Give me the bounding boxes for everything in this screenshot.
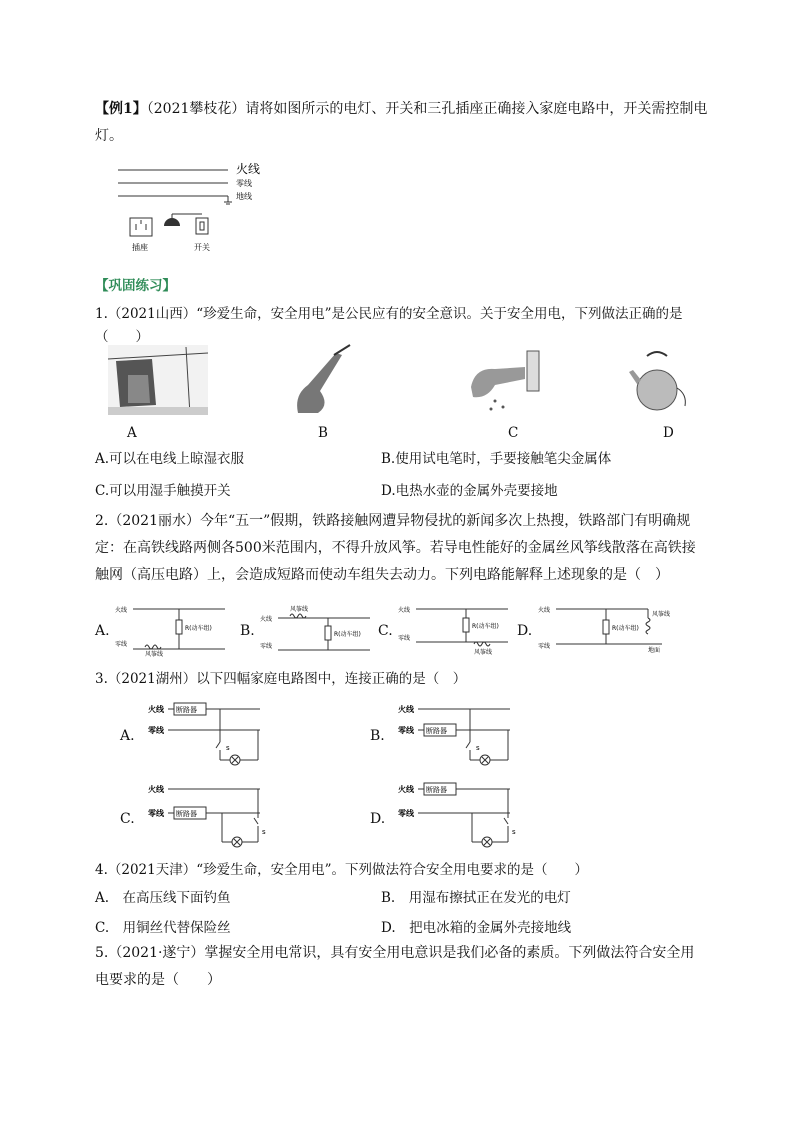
q4-option-d: D. 把电冰箱的金属外壳接地线 [381, 920, 572, 936]
q1-image-label-b: B [318, 425, 328, 441]
switch-icon [196, 218, 208, 234]
q3-circuit-c [142, 778, 272, 854]
c-kite: 风筝线 [474, 649, 493, 656]
q1-image-label-d: D [663, 425, 674, 441]
q3d-neutral: 零线 [398, 809, 414, 818]
example1-source: （2021攀枝花） [146, 101, 246, 117]
q1-image-d [625, 348, 691, 416]
q4-option-a: A. 在高压线下面钓鱼 [95, 890, 231, 906]
a-load: R(动车组) [185, 625, 212, 632]
q3a-breaker: 断路器 [176, 706, 197, 714]
ex1-socket-label: 插座 [132, 243, 148, 252]
q3c-live: 火线 [148, 785, 164, 794]
lamp-icon [164, 218, 180, 226]
b-kite: 风筝线 [290, 606, 309, 613]
q3c-breaker: 断路器 [176, 810, 197, 818]
q1-option-c: C.可以用湿手触摸开关 [95, 483, 231, 499]
q3b-neutral: 零线 [398, 726, 414, 735]
q4-option-b: B. 用湿布擦拭正在发光的电灯 [381, 890, 571, 906]
q3c-switch: s [262, 828, 266, 836]
d-kite: 风筝线 [652, 611, 671, 618]
example1-bracket: 【例1】 [95, 101, 147, 117]
a-kite: 风筝线 [145, 651, 164, 658]
q3a-switch: s [226, 744, 230, 752]
q3b-live: 火线 [398, 705, 414, 714]
q3a-live: 火线 [148, 705, 164, 714]
q3a-neutral: 零线 [148, 726, 164, 735]
d-ground: 地面 [648, 647, 661, 654]
d-neutral: 零线 [538, 643, 551, 650]
ex1-switch-label: 开关 [194, 243, 210, 252]
q3-option-d-letter: D. [370, 811, 386, 827]
d-load: R(动车组) [612, 625, 639, 632]
q2-option-a-letter: A. [95, 623, 110, 639]
ex1-neutral-label: 零线 [236, 179, 252, 188]
a-neutral: 零线 [115, 641, 128, 648]
q3-option-b-letter: B. [370, 728, 385, 744]
q1-image-label-a: A [127, 425, 137, 441]
q2-text [95, 508, 715, 589]
kettle-icon [637, 370, 677, 410]
q1-image-c [465, 345, 555, 415]
a-live: 火线 [115, 607, 128, 614]
b-neutral: 零线 [260, 643, 273, 650]
example1-line2: 灯。 [95, 128, 123, 144]
q1-option-a: A.可以在电线上晾湿衣服 [95, 451, 245, 467]
q3b-switch: s [476, 744, 480, 752]
ex1-live-label: 火线 [236, 162, 261, 176]
q2-option-c-letter: C. [378, 623, 393, 639]
q3c-neutral: 零线 [148, 809, 164, 818]
test-pen-hand-icon [297, 353, 342, 413]
c-live: 火线 [398, 607, 411, 614]
q4-option-c: C. 用铜丝代替保险丝 [95, 920, 231, 936]
d-live: 火线 [538, 607, 551, 614]
c-load: R(动车组) [472, 623, 499, 630]
q2-option-b-letter: B. [240, 623, 255, 639]
q1-image-b [290, 345, 362, 415]
q3d-live: 火线 [398, 785, 414, 794]
q2-circuit-d [538, 604, 688, 654]
q1-option-d: D.电热水壶的金属外壳要接地 [381, 483, 558, 499]
q3-circuit-a [142, 696, 272, 772]
q3-circuit-d [392, 778, 522, 854]
q2-line3: 触网（高压电路）上，会造成短路而使动车组失去动力。下列电路能解释上述现象的是（ ） [95, 567, 669, 583]
q4-line1: 4.（2021天津）“珍爱生命，安全用电”。下列做法符合安全用电要求的是（ ） [95, 862, 589, 878]
q2-circuit-b [260, 604, 380, 656]
ex1-ground-label: 地线 [236, 192, 252, 201]
q1-image-a [108, 345, 208, 415]
q1-line2: （ ） [95, 329, 149, 345]
section-title: 【巩固练习】 [95, 278, 176, 294]
q3d-switch: s [512, 828, 516, 836]
b-load: R(动车组) [334, 631, 361, 638]
wet-hand-icon [471, 367, 525, 397]
q2-circuit-a [115, 604, 235, 658]
q1-option-b: B.使用试电笔时，手要接触笔尖金属体 [381, 451, 612, 467]
q2-line2: 定：在高铁线路两侧各500米范围内，不得升放风筝。若导电性能好的金属丝风筝线散落在高铁接 [95, 540, 696, 556]
q1-line1: 1.（2021山西）“珍爱生命，安全用电”是公民应有的安全意识。关于安全用电，下列做法正确的是 [95, 306, 683, 322]
q2-line1: 2.（2021丽水）今年“五一”假期，铁路接触网遭异物侵扰的新闻多次上热搜，铁路部门有明确规 [95, 513, 691, 529]
example1-line1: 请将如图所示的电灯、开关和三孔插座正确接入家庭电路中，开关需控制电 [245, 101, 708, 117]
example1-text [95, 96, 715, 150]
q5-line1: 5.（2021·遂宁）掌握安全用电常识，具有安全用电意识是我们必备的素质。下列做法符合安全用 [95, 945, 695, 961]
q1-image-label-c: C [508, 425, 519, 441]
q3-line1: 3.（2021湖州）以下四幅家庭电路图中，连接正确的是（ ） [95, 671, 467, 687]
q3-circuit-b [392, 696, 522, 772]
example1-figure [110, 160, 270, 256]
q3-option-a-letter: A. [120, 728, 135, 744]
c-neutral: 零线 [398, 635, 411, 642]
q5-text [95, 940, 715, 994]
q3b-breaker: 断路器 [426, 727, 447, 735]
q3-option-c-letter: C. [120, 811, 135, 827]
q2-circuit-c [398, 604, 518, 656]
q2-option-d-letter: D. [517, 623, 533, 639]
q5-line2: 电要求的是（ ） [95, 972, 221, 988]
b-live: 火线 [260, 616, 273, 623]
q3d-breaker: 断路器 [426, 786, 447, 794]
